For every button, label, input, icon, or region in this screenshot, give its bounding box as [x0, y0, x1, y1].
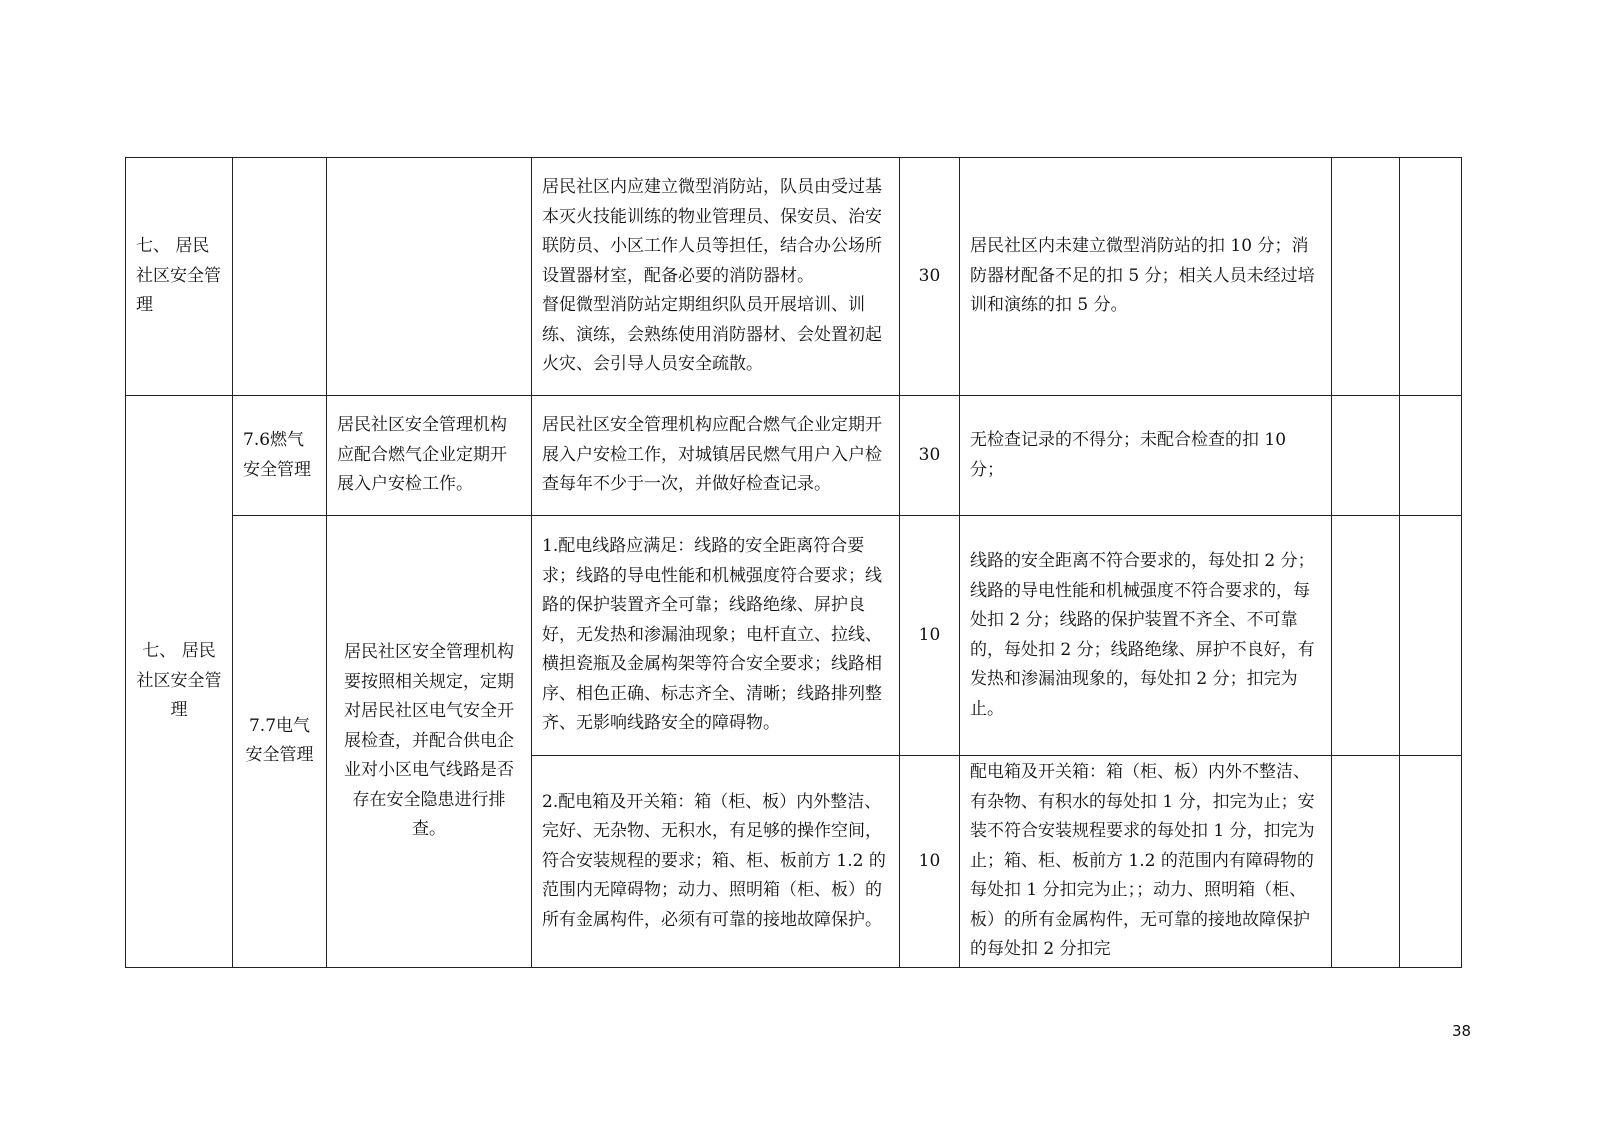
standard-cell — [532, 396, 900, 516]
score-cell: 30 — [900, 396, 960, 516]
category-cell: 七、 居民社区安全管理 — [126, 396, 233, 968]
score-cell: 10 — [900, 516, 960, 756]
table-row — [126, 516, 1462, 756]
subcategory-cell: 7.7电气安全管理 — [233, 516, 327, 968]
criteria-cell: 线路的安全距离不符合要求的，每处扣 2 分； 线路的导电性能和机械强度不符合要求的，每处扣 2 分；线路的保护装置不齐全、不可靠的，每处扣 2 分；线路绝缘、屏护不良好，有发热和渗漏油现象的，每处扣 2 分；扣完为止。 — [960, 516, 1332, 756]
standard-paragraph: 督促微型消防站定期组织队员开展培训、训练、演练，会熟练使用消防器材、会处置初起火灾、会引导人员安全疏散。 — [542, 295, 882, 375]
table-row — [126, 158, 1462, 396]
standard-paragraph: 2.配电箱及开关箱：箱（柜、板）内外整洁、完好、无杂物、无积水，有足够的操作空间，符合安装规程的要求；箱、柜、板前方 1.2 的范围内无障碍物；动力、照明箱（柜、板）的所有金属构件，必须有可靠的接地故障保护。 — [542, 791, 886, 930]
blank-cell — [1332, 396, 1400, 516]
score-cell: 30 — [900, 158, 960, 396]
requirement-cell: 居民社区安全管理机构要按照相关规定，定期对居民社区电气安全开展检查，并配合供电企业对小区电气线路是否存在安全隐患进行排查。 — [327, 516, 532, 968]
criteria-cell: 居民社区内未建立微型消防站的扣 10 分；消防器材配备不足的扣 5 分；相关人员未经过培训和演练的扣 5 分。 — [960, 158, 1332, 396]
standard-cell — [532, 516, 900, 756]
criteria-cell: 无检查记录的不得分；未配合检查的扣 10 分； — [960, 396, 1332, 516]
blank-cell — [1332, 756, 1400, 968]
assessment-table — [125, 157, 1462, 968]
standard-cell — [532, 756, 900, 968]
requirement-cell — [327, 158, 532, 396]
requirement-cell: 居民社区安全管理机构应配合燃气企业定期开展入户安检工作。 — [327, 396, 532, 516]
page-number: 38 — [1452, 1022, 1472, 1040]
subcategory-cell — [233, 158, 327, 396]
blank-cell — [1400, 158, 1462, 396]
standard-cell — [532, 158, 900, 396]
table-row — [126, 396, 1462, 516]
score-cell: 10 — [900, 756, 960, 968]
standard-paragraph: 居民社区安全管理机构应配合燃气企业定期开展入户安检工作，对城镇居民燃气用户入户检查每年不少于一次，并做好检查记录。 — [542, 415, 882, 495]
blank-cell — [1332, 158, 1400, 396]
subcategory-cell: 7.6燃气安全管理 — [233, 396, 327, 516]
standard-paragraph: 1.配电线路应满足：线路的安全距离符合要求；线路的导电性能和机械强度符合要求；线路的保护装置齐全可靠；线路绝缘、屏护良好，无发热和渗漏油现象；电杆直立、拉线、横担瓷瓶及金属构架等符合安全要求；线路相序、相色正确、标志齐全、清晰；线路排列整齐、无影响线路安全的障碍物。 — [542, 536, 882, 734]
blank-cell — [1332, 516, 1400, 756]
blank-cell — [1400, 516, 1462, 756]
blank-cell — [1400, 756, 1462, 968]
criteria-cell: 配电箱及开关箱：箱（柜、板）内外不整洁、有杂物、有积水的每处扣 1 分，扣完为止；安装不符合安装规程要求的每处扣 1 分，扣完为止；箱、柜、板前方 1.2 的范围内有障碍物的每处扣 1 分扣完为止；；动力、照明箱（柜、板）的所有金属构件，无可靠的接地故障保护的每处扣 2 分扣完 — [960, 756, 1332, 968]
blank-cell — [1400, 396, 1462, 516]
category-cell: 七、 居民社区安全管理 — [126, 158, 233, 396]
standard-paragraph: 居民社区内应建立微型消防站，队员由受过基本灭火技能训练的物业管理员、保安员、治安联防员、小区工作人员等担任，结合办公场所设置器材室，配备必要的消防器材。 — [542, 177, 882, 286]
